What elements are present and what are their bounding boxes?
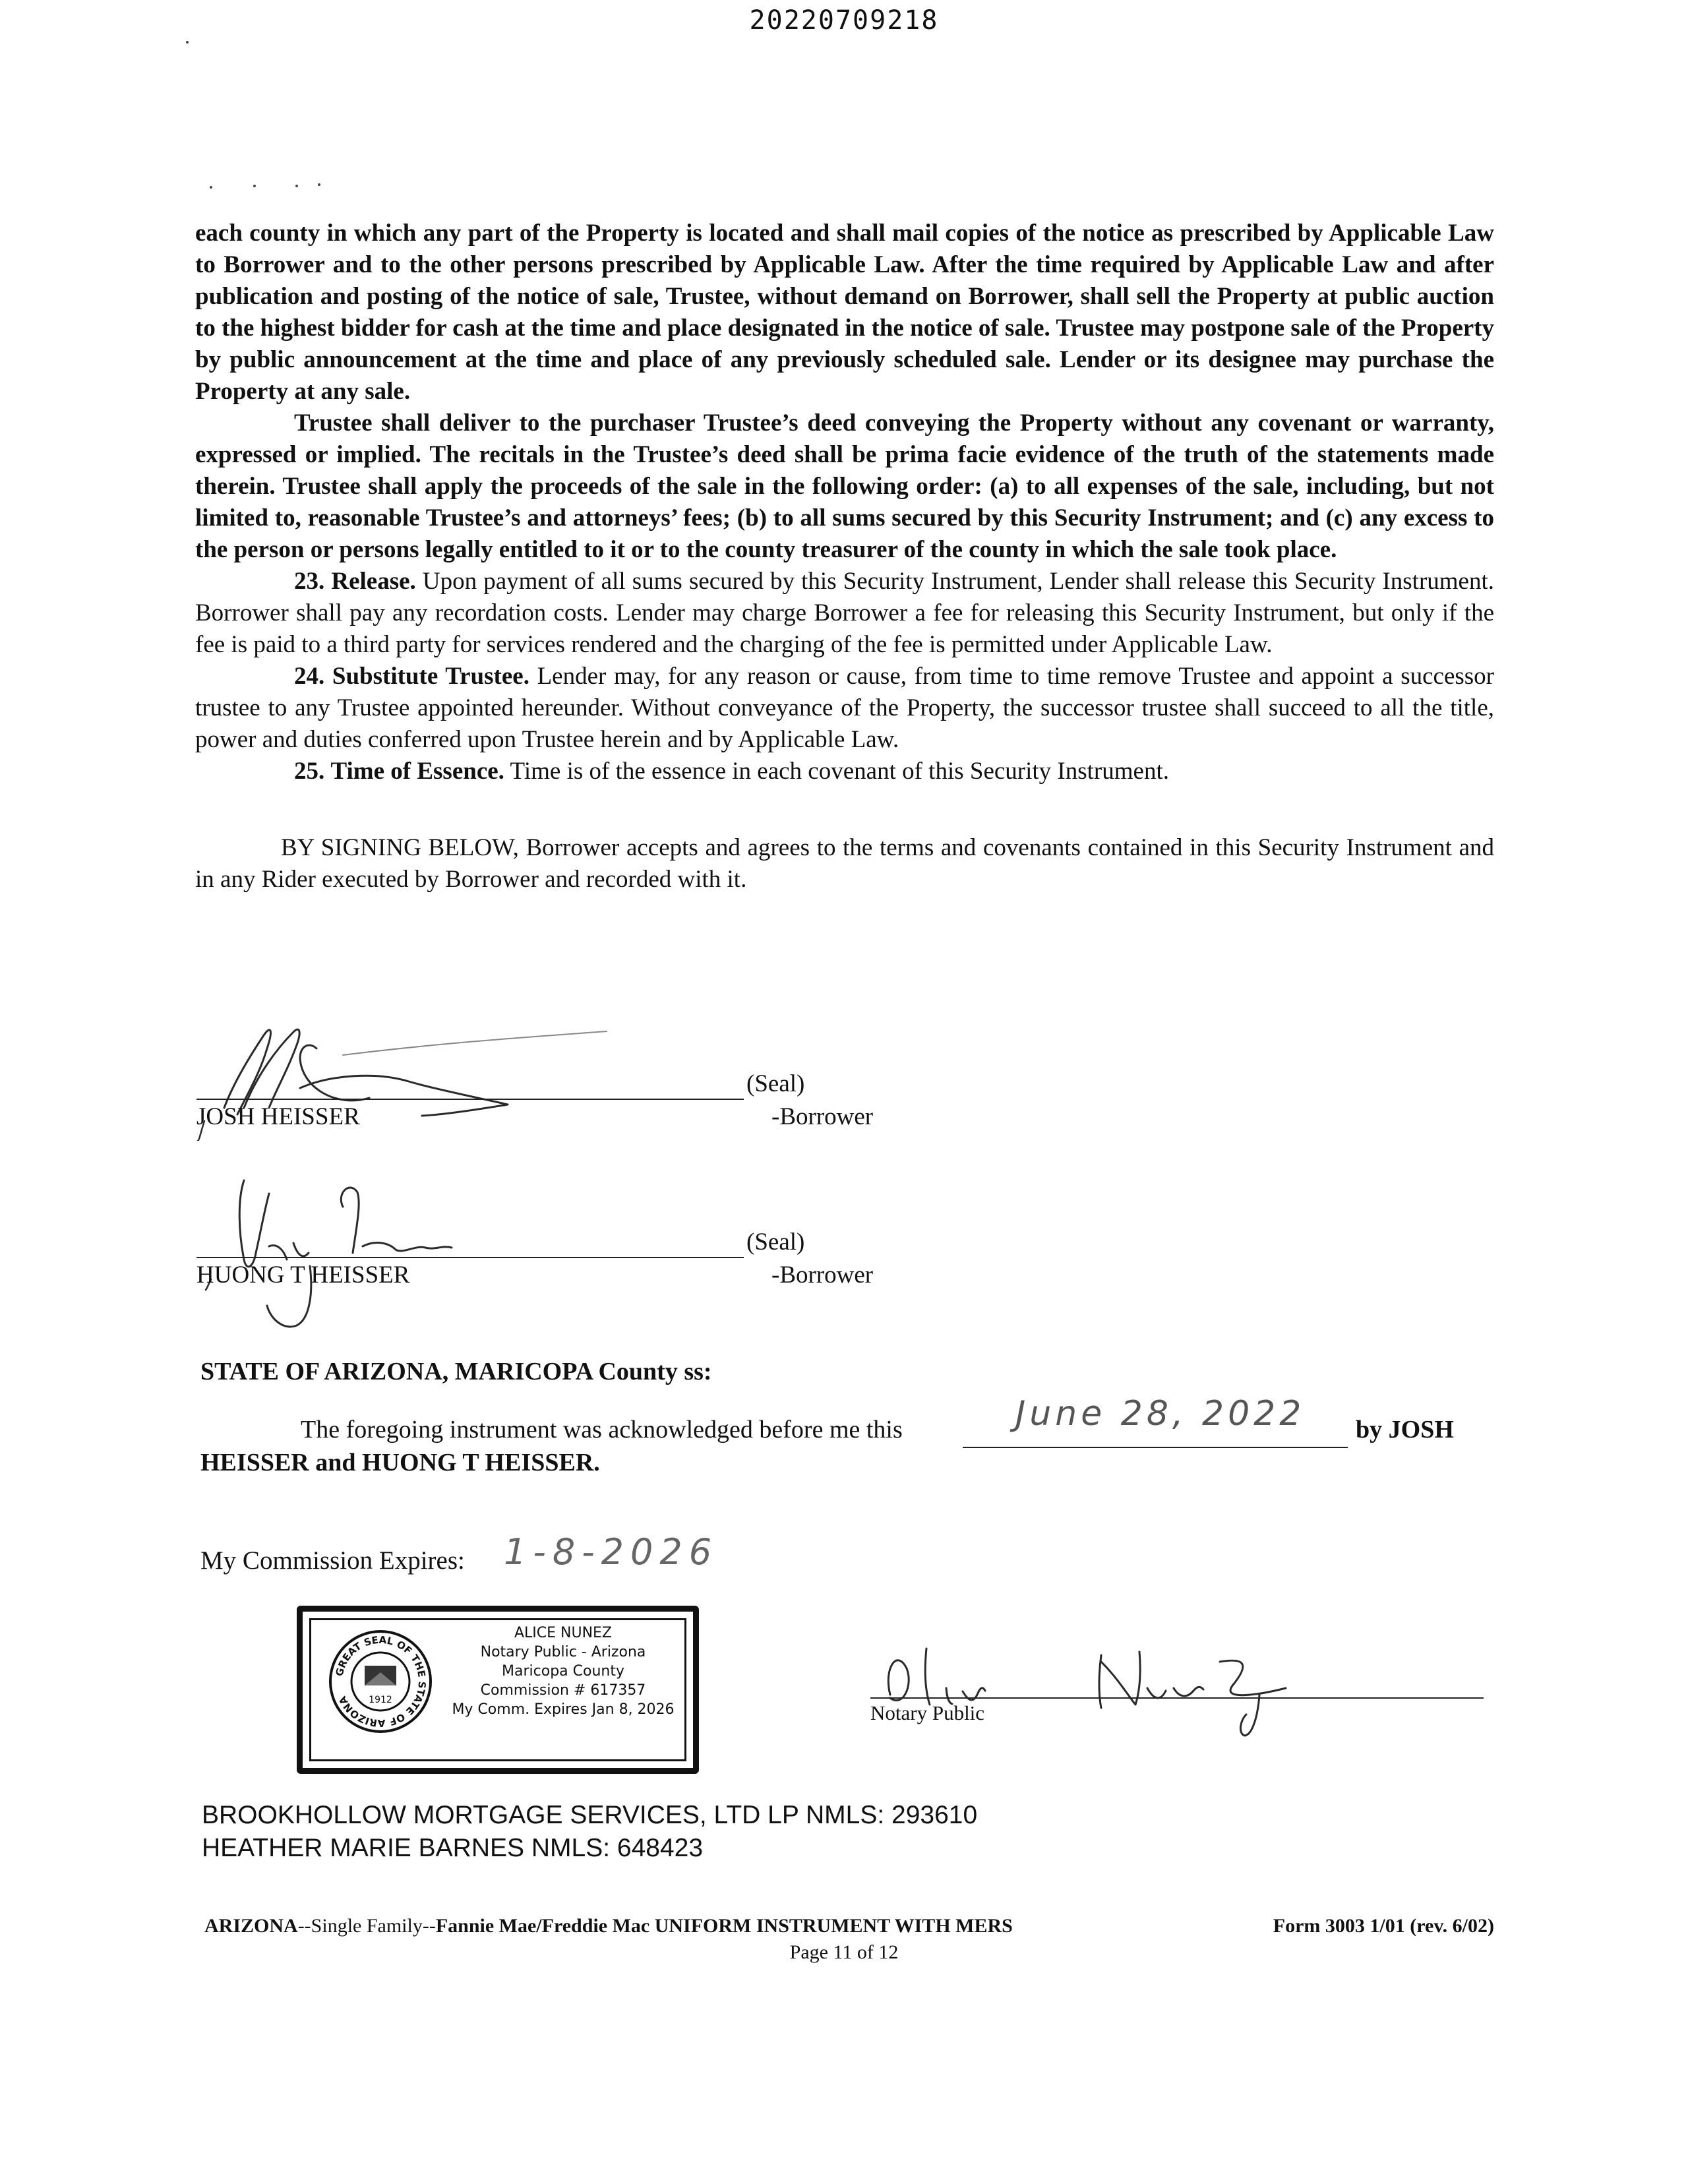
signer-name: HUONG T HEISSER [196, 1261, 410, 1289]
notary-stamp [297, 1606, 699, 1774]
page-number: Page 11 of 12 [789, 1941, 899, 1963]
section-title: Release. [331, 568, 416, 595]
acknowledgment-text: The foregoing instrument was acknowledged before me this [301, 1416, 903, 1443]
signing-statement: BY SIGNING BELOW, Borrower accepts and agrees to the terms and covenants contained in this Security Instrument and in any Rider executed by Borrower and recorded with it. [195, 834, 1494, 893]
paragraph-notice-of-sale: each county in which any part of the Property is located and shall mail copies of the notice as prescribed by Applicable Law to Borrower and to the other persons prescribed by Applicable Law. After the time required by Applicable Law and after publication and posting of the notice of sale, Trustee, without demand on Borrower, shall sell the Property at public auction to the highest bidder for cash at the time and place designated in the notice of sale. Trustee may postpone sale of the Property by public announcement at the time and place of any previously scheduled sale. Lender or its designee may purchase the Property at any sale. [195, 220, 1494, 405]
footer-form-number: Form 3003 1/01 (rev. 6/02) [1273, 1915, 1494, 1937]
section-title: Time of Essence. [330, 758, 504, 785]
notary-expires: My Comm. Expires Jan 8, 2026 [452, 1701, 675, 1718]
document-number: 20220709218 [749, 5, 939, 36]
notary-county: Maricopa County [502, 1663, 624, 1680]
date-line [963, 1447, 1348, 1448]
notary-title: Notary Public - Arizona [480, 1644, 646, 1660]
seal-year: 1912 [369, 1695, 392, 1705]
seal-label: (Seal) [746, 1228, 805, 1256]
lender-line-2: HEATHER MARIE BARNES NMLS: 648423 [202, 1834, 704, 1862]
section-23 [195, 566, 1494, 661]
notary-signature [864, 1622, 1325, 1754]
acknowledgment-date-handwritten: June 28, 2022 [1015, 1394, 1306, 1434]
footer-form-title [204, 1915, 1013, 1937]
signature-line [196, 1257, 744, 1258]
deed-body [195, 218, 1494, 895]
section-number: 24. [294, 663, 325, 690]
section-text: Upon payment of all sums secured by this Security Instrument, Lender shall release this Security Instrument. Borrower shall pay any recordation costs. Lender may charge Borrower a fee for releasing this Security Instrument, but only if the fee is paid to a third party for services rendered and the charging of the fee is permitted under Applicable Law. [195, 568, 1494, 658]
section-text: Time is of the essence in each covenant of this Security Instrument. [510, 758, 1169, 785]
section-text: Lender may, for any reason or cause, from time to time remove Trustee and appoint a successor trustee to any Trustee appointed hereunder. Without conveyance of the Property, the successor trustee shall succeed to all the title, power and duties conferred upon Trustee herein and by Applicable Law. [195, 663, 1494, 753]
section-title: Substitute Trustee. [332, 663, 529, 690]
scan-speck [253, 185, 256, 187]
scan-speck [186, 41, 189, 44]
arizona-seal-icon [328, 1629, 433, 1734]
section-number: 25. [294, 758, 325, 785]
seal-label: (Seal) [746, 1070, 805, 1097]
footer-state: ARIZONA [204, 1915, 298, 1937]
seal-ring-text: GREAT SEAL OF THE STATE OF ARIZONA [333, 1633, 429, 1730]
scan-speck [210, 186, 212, 189]
borrower-signature-2 [191, 1167, 560, 1339]
footer-separator: --Single Family-- [297, 1915, 436, 1937]
notary-name: ALICE NUNEZ [514, 1625, 613, 1641]
stamp-text [441, 1623, 685, 1719]
notary-venue: STATE OF ARIZONA, MARICOPA County ss: [200, 1358, 712, 1385]
lender-info [202, 1799, 977, 1865]
commission-label: My Commission Expires: [200, 1546, 465, 1575]
acknowledgment-names: HEISSER and HUONG T HEISSER. [200, 1449, 600, 1476]
notary-public-label: Notary Public [870, 1701, 985, 1724]
footer-instrument: Fannie Mae/Freddie Mac UNIFORM INSTRUMENT WITH MERS [435, 1915, 1013, 1937]
paragraph-trustee-deed: Trustee shall deliver to the purchaser Trustee’s deed conveying the Property without any covenant or warranty, expressed or implied. The recitals in the Trustee’s deed shall be prima facie evidence of the truth of the statements made therein. Trustee shall apply the proceeds of the sale in the following order: (a) to all expenses of the sale, including, but not limited to, reasonable Trustee’s and attorneys’ fees; (b) to all sums secured by this Security Instrument; and (c) any excess to the person or persons legally entitled to it or to the county treasurer of the county in which the sale took place. [195, 410, 1494, 563]
scan-speck [295, 185, 298, 187]
acknowledgment-by: by JOSH [1356, 1416, 1454, 1443]
scan-speck [318, 183, 320, 186]
notary-signature-line [870, 1697, 1484, 1699]
section-number: 23. [294, 568, 325, 595]
section-25 [195, 756, 1494, 787]
signer-name: JOSH HEISSER [196, 1103, 360, 1130]
signature-line [196, 1099, 744, 1100]
notary-commission: Commission # 617357 [480, 1682, 646, 1699]
role-label: -Borrower [771, 1261, 874, 1289]
commission-date-handwritten: 1-8-2026 [504, 1531, 719, 1573]
lender-line-1: BROOKHOLLOW MORTGAGE SERVICES, LTD LP NMLS: 293610 [202, 1801, 978, 1829]
section-24 [195, 661, 1494, 756]
role-label: -Borrower [771, 1103, 874, 1130]
